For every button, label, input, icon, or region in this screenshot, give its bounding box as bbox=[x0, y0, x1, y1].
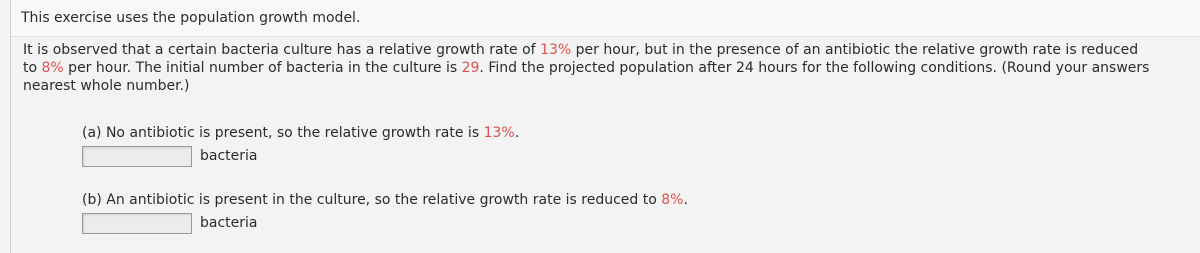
left-divider bbox=[10, 0, 11, 253]
part-a-rate: 13% bbox=[483, 125, 515, 141]
part-a-question: (a) No antibiotic is present, so the relative growth rate is 13%. bbox=[82, 125, 520, 141]
growth-rate-highlight: 13% bbox=[540, 42, 572, 58]
problem-line-2: to 8% per hour. The initial number of bacteria in the culture is 29. Find the projected population after 24 hours for the following conditions. (Round your answers bbox=[23, 60, 1150, 76]
part-a-answer-input[interactable] bbox=[82, 146, 192, 167]
antibiotic-rate-highlight: 8% bbox=[41, 60, 64, 76]
initial-count-highlight: 29 bbox=[461, 60, 480, 76]
exercise-intro: This exercise uses the population growth model. bbox=[21, 10, 361, 26]
part-b-answer-input[interactable] bbox=[82, 213, 192, 234]
part-b-question: (b) An antibiotic is present in the culture, so the relative growth rate is reduced to 8%. bbox=[82, 192, 688, 208]
problem-line-3: nearest whole number.) bbox=[23, 78, 190, 94]
part-b-unit-label: bacteria bbox=[200, 215, 258, 231]
part-a-unit-label: bacteria bbox=[200, 148, 258, 164]
part-b-rate: 8% bbox=[661, 192, 684, 208]
problem-line-1: It is observed that a certain bacteria culture has a relative growth rate of 13% per hour, but in the presence of an antibiotic the relative growth rate is reduced bbox=[23, 42, 1139, 58]
problem-statement bbox=[23, 41, 1198, 95]
